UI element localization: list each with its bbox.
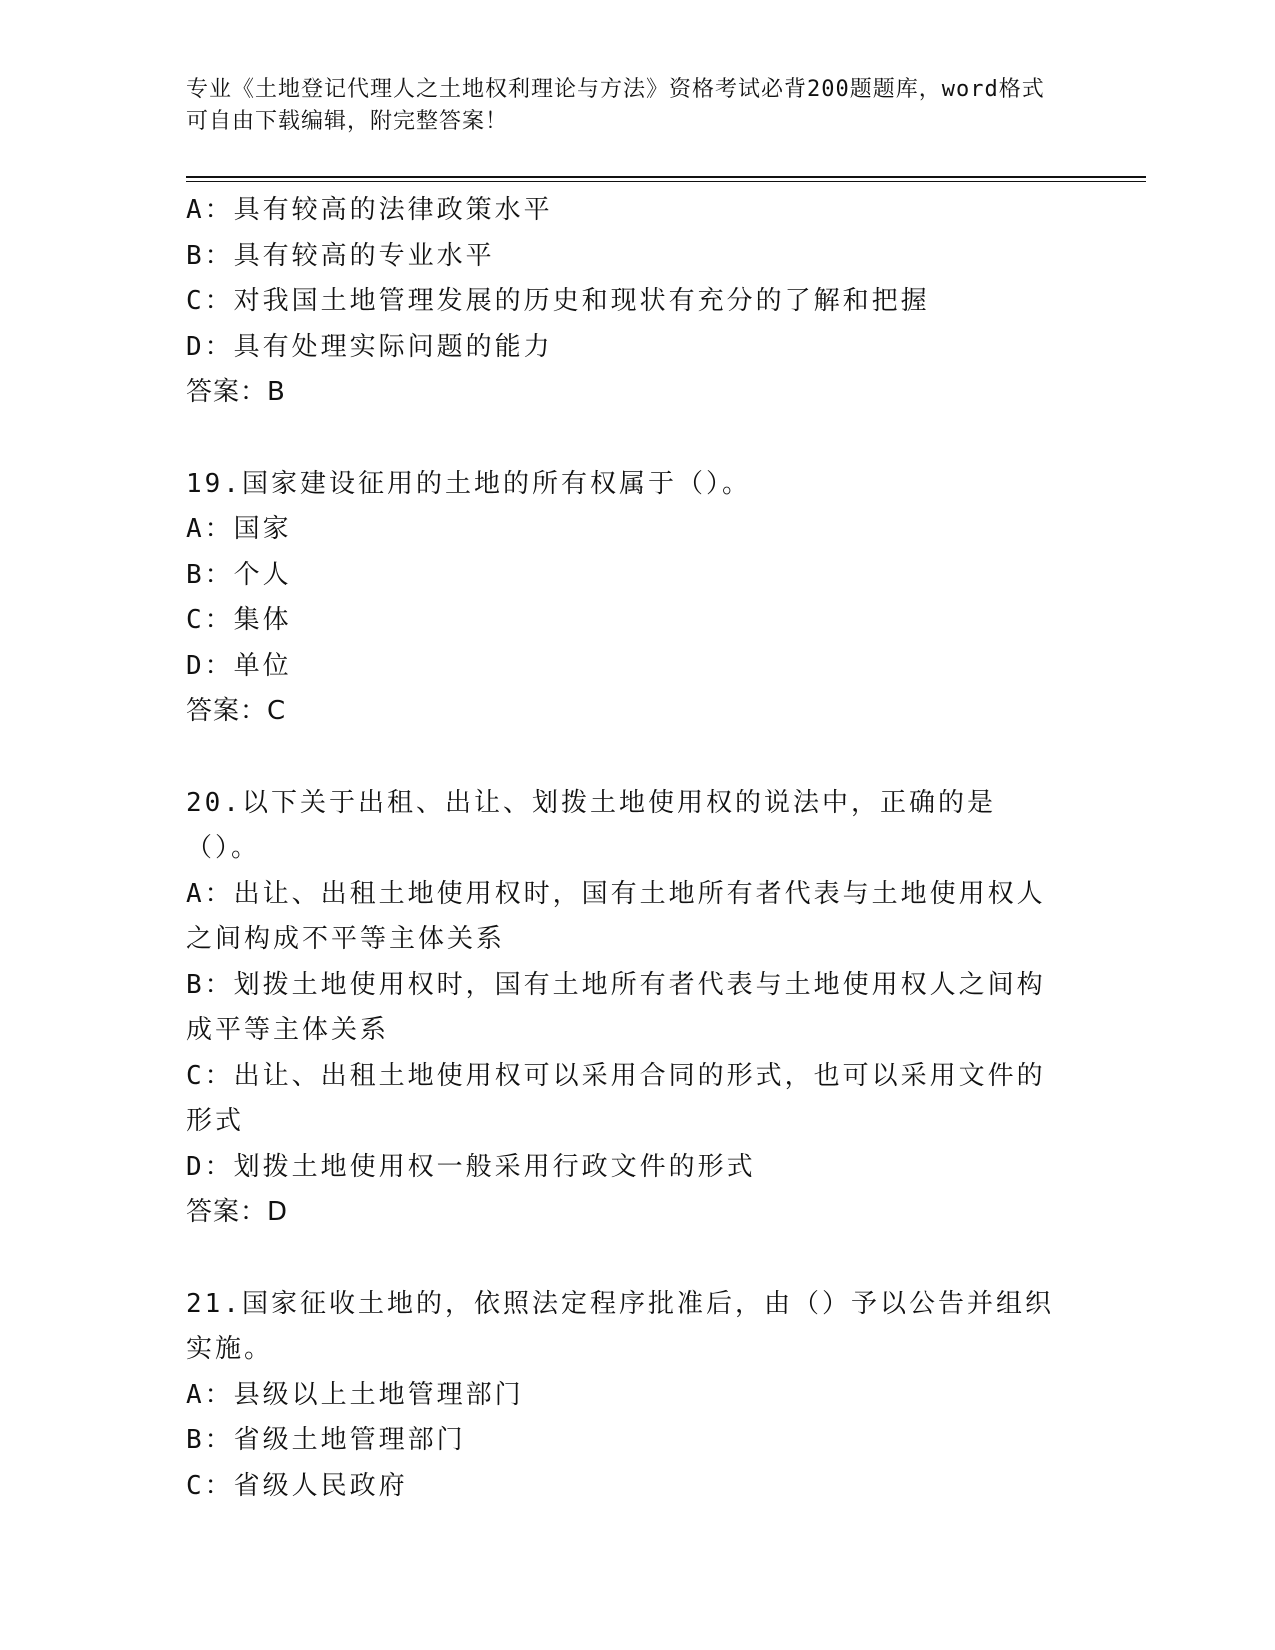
option-c: C：省级人民政府 [186, 1470, 408, 1501]
document-header: 专业《土地登记代理人之土地权利理论与方法》资格考试必背200题题库，word格式可自由下载编辑，附完整答案！ [186, 77, 1045, 134]
option-a: A：县级以上土地管理部门 [186, 1379, 524, 1410]
option-b: B：省级土地管理部门 [186, 1425, 466, 1455]
option-b: B：划拨土地使用权时，国有土地所有者代表与土地使用权人之间构成平等主体关系 [186, 969, 1046, 1045]
question-text: 20.以下关于出租、出让、划拨土地使用权的说法中，正确的是（）。 [186, 787, 996, 863]
header-divider-thick [186, 176, 1146, 178]
spacer [186, 1236, 1066, 1282]
answer-label: 答案：C [186, 696, 287, 726]
spacer [186, 416, 1066, 462]
option-c: C：出让、出租土地使用权可以采用合同的形式，也可以采用文件的形式 [186, 1060, 1046, 1136]
answer-label: 答案：D [186, 1197, 289, 1227]
spacer [186, 735, 1066, 781]
option-d: D：具有处理实际问题的能力 [186, 331, 553, 362]
option-a: A：具有较高的法律政策水平 [186, 195, 553, 225]
option-a: A：出让、出租土地使用权时，国有土地所有者代表与土地使用权人之间构成不平等主体关系 [186, 878, 1046, 954]
option-b: B：具有较高的专业水平 [186, 240, 495, 271]
option-b: B：个人 [186, 559, 292, 590]
question-block-18 [186, 188, 1066, 416]
answer-label: 答案：B [186, 377, 286, 407]
option-c: C：对我国土地管理发展的历史和现状有充分的了解和把握 [186, 286, 930, 316]
option-d: D：划拨土地使用权一般采用行政文件的形式 [186, 1151, 756, 1182]
question-block-20 [186, 781, 1066, 1236]
question-text: 19.国家建设征用的土地的所有权属于（）。 [186, 468, 751, 499]
question-block-21 [186, 1282, 1066, 1510]
option-a: A：国家 [186, 514, 292, 544]
option-c: C：集体 [186, 605, 292, 635]
question-list [186, 188, 1066, 1509]
question-text: 21.国家征收土地的，依照法定程序批准后，由（）予以公告并组织实施。 [186, 1288, 1054, 1364]
option-d: D：单位 [186, 650, 292, 681]
header-divider-thin [186, 181, 1146, 182]
question-block-19 [186, 462, 1066, 735]
